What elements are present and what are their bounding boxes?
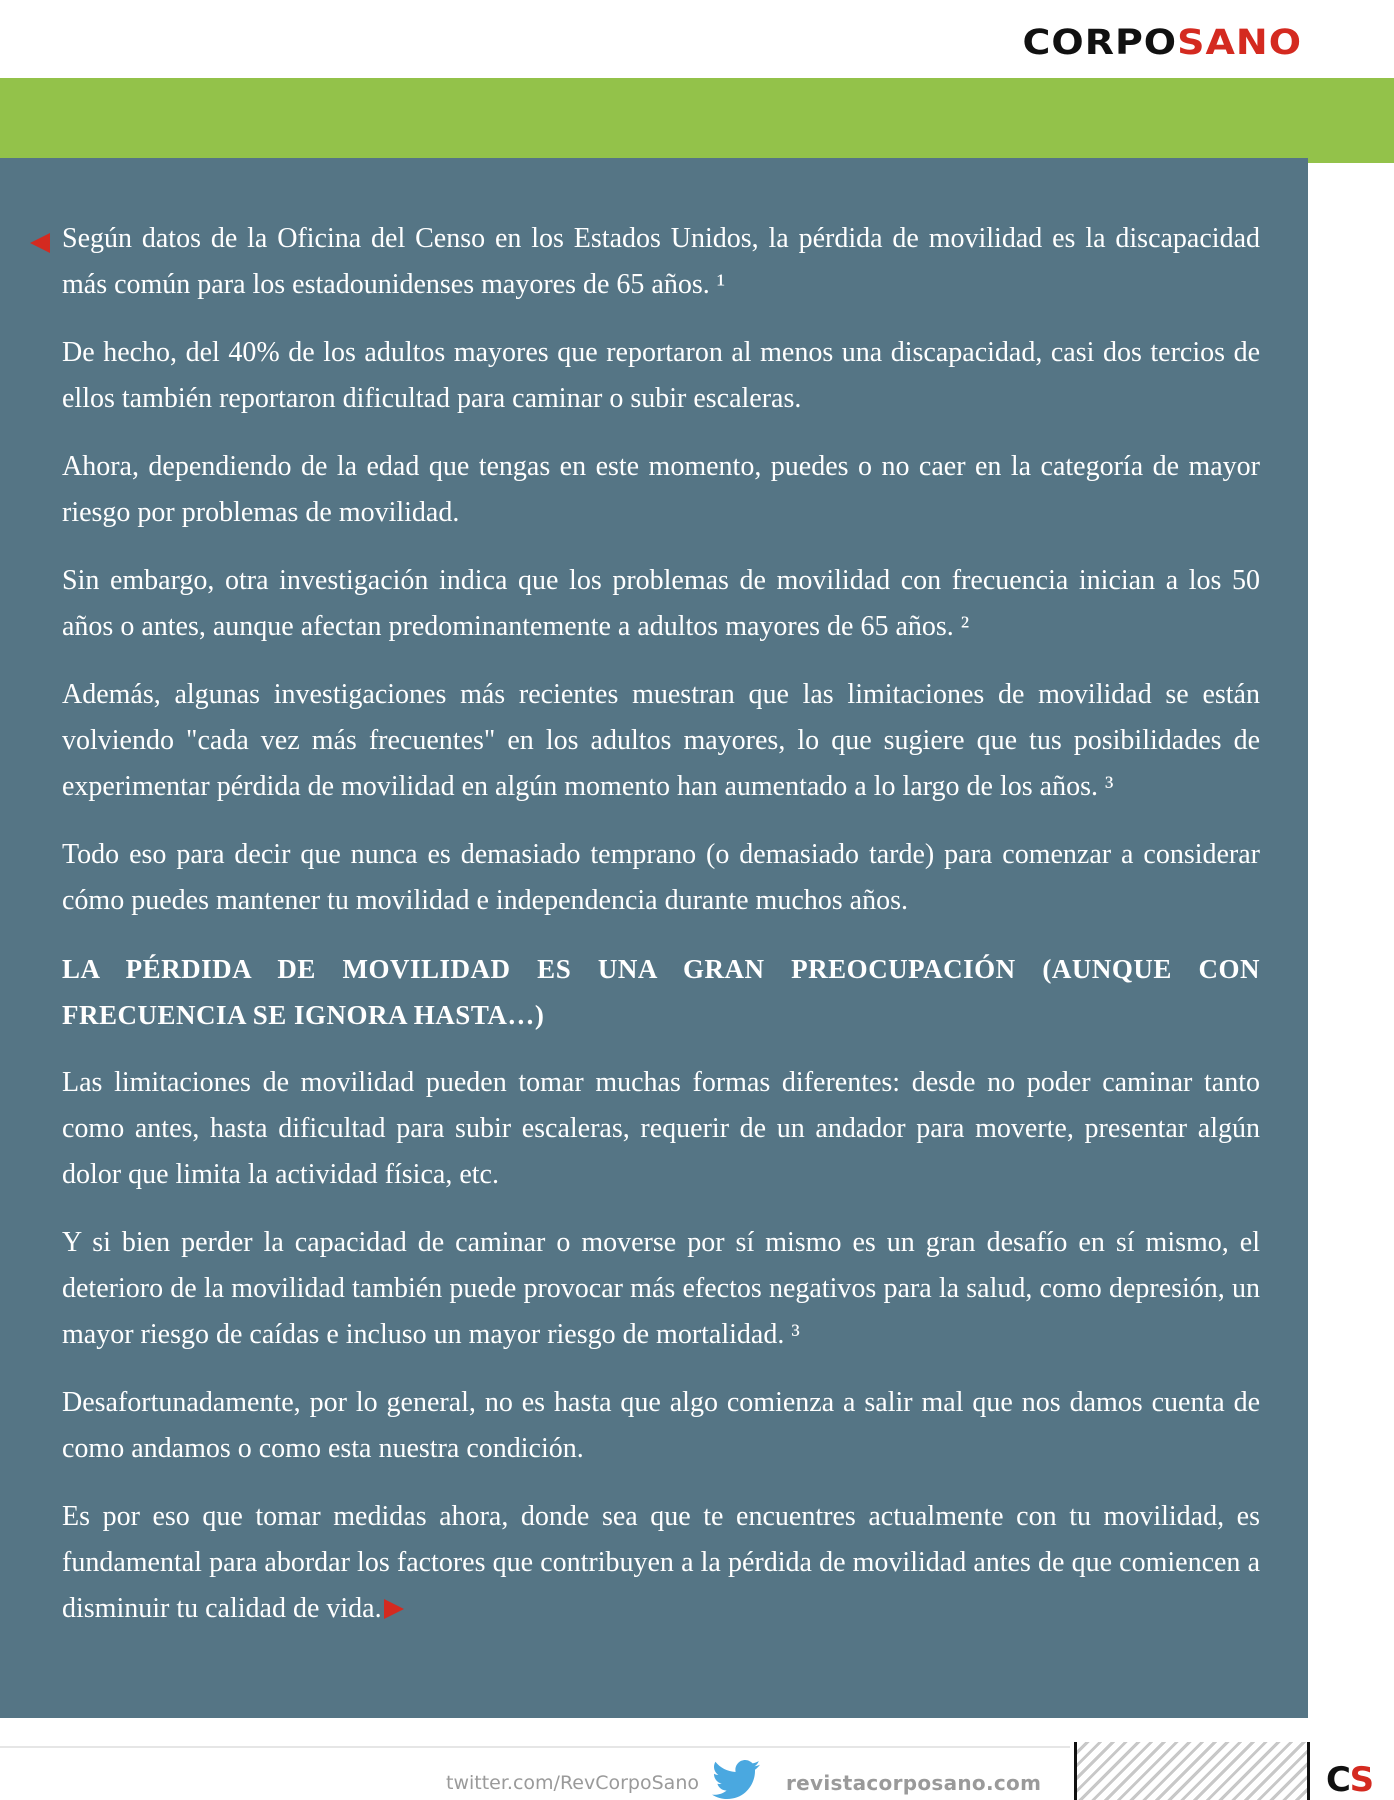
website-link[interactable]: revistacorposano.com <box>786 1771 1042 1795</box>
twitter-bird-icon[interactable] <box>712 1760 760 1800</box>
cs-logo-c: C <box>1326 1760 1350 1800</box>
cs-logo-s: S <box>1349 1760 1373 1800</box>
article-paragraph: Ahora, dependiendo de la edad que tengas en este momento, puedes o no caer en la categoría de mayor riesgo por problemas de movilidad. <box>62 451 1260 528</box>
green-header-band <box>0 78 1394 163</box>
article-panel <box>0 158 1308 1718</box>
page-header <box>0 0 1394 78</box>
article-paragraph: Sin embargo, otra investigación indica que los problemas de movilidad con frecuencia inician a los 50 años o antes, aunque afectan predominantemente a adultos mayores de 65 años. ² <box>62 565 1260 642</box>
cs-logo <box>1326 1760 1372 1800</box>
hatched-footer-box <box>1074 1742 1310 1800</box>
article-paragraph: Y si bien perder la capacidad de caminar o moverse por sí mismo es un gran desafío en sí mismo, el deterioro de la movilidad también puede provocar más efectos negativos para la salud, como depresión, un mayor riesgo de caídas e incluso un mayor riesgo de mortalidad. ³ <box>62 1227 1260 1350</box>
twitter-link[interactable]: twitter.com/RevCorpoSano <box>446 1772 699 1794</box>
article-paragraph: Según datos de la Oficina del Censo en los Estados Unidos, la pérdida de movilidad es la discapacidad más común para los estadounidenses mayores de 65 años. ¹ <box>62 223 1260 300</box>
article-paragraph-final <box>62 1494 1260 1632</box>
article-paragraph: De hecho, del 40% de los adultos mayores que reportaron al menos una discapacidad, casi dos tercios de ellos también reportaron dificultad para caminar o subir escaleras. <box>62 337 1260 414</box>
final-paragraph-text: Es por eso que tomar medidas ahora, donde sea que te encuentres actualmente con tu movilidad, es fundamental para abordar los factores que contribuyen a la pérdida de movilidad antes de que comiencen a disminuir tu calidad de vida. <box>62 1501 1260 1624</box>
triangle-left-icon <box>30 233 50 253</box>
triangle-right-icon <box>384 1599 404 1619</box>
article-paragraph: Las limitaciones de movilidad pueden tomar muchas formas diferentes: desde no poder caminar tanto como antes, hasta dificultad para subir escaleras, requerir de un andador para moverte, presentar algún dolor que limita la actividad física, etc. <box>62 1067 1260 1190</box>
section-heading: LA PÉRDIDA DE MOVILIDAD ES UNA GRAN PREOCUPACIÓN (AUNQUE CON FRECUENCIA SE IGNORA HASTA…) <box>62 954 1260 1030</box>
page-footer <box>0 1718 1394 1800</box>
article-paragraph: Todo eso para decir que nunca es demasiado temprano (o demasiado tarde) para comenzar a considerar cómo puedes mantener tu movilidad e independencia durante muchos años. <box>62 839 1260 916</box>
logo-sano-text: SANO <box>1177 21 1302 63</box>
logo-corpo-text: CORPO <box>1022 21 1178 63</box>
corposano-logo[interactable] <box>1022 21 1303 63</box>
article-paragraph: Desafortunadamente, por lo general, no es hasta que algo comienza a salir mal que nos damos cuenta de como andamos o como esta nuestra condición. <box>62 1387 1260 1464</box>
article-paragraph: Además, algunas investigaciones más recientes muestran que las limitaciones de movilidad se están volviendo "cada vez más frecuentes" en los adultos mayores, lo que sugiere que tus posibilidades de experimentar pérdida de movilidad en algún momento han aumentado a lo largo de los años. ³ <box>62 679 1260 802</box>
footer-divider <box>0 1746 1070 1748</box>
article-body <box>62 216 1260 1654</box>
